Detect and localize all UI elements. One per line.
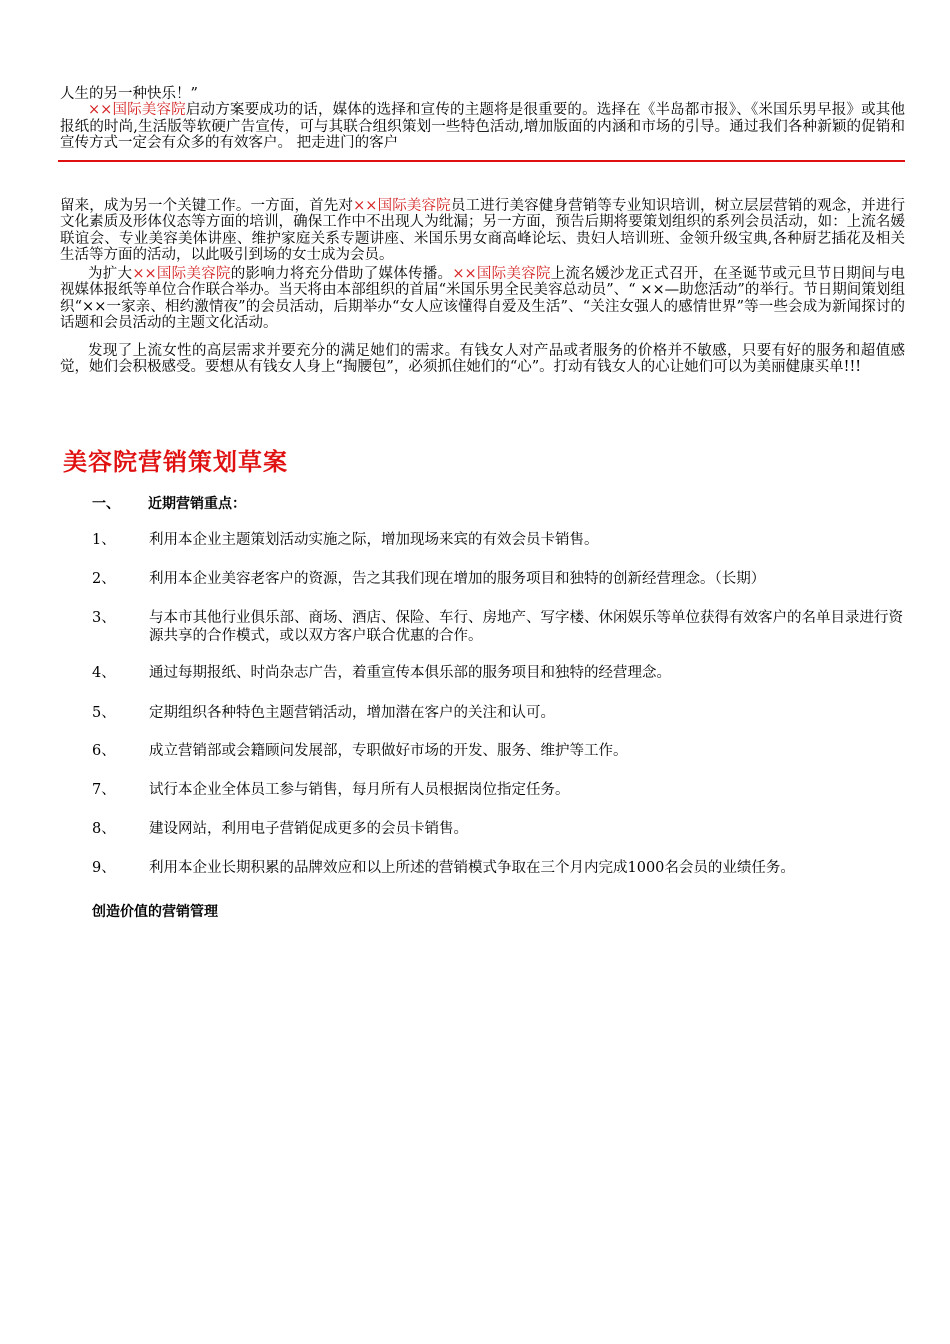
item-number: 3、 — [92, 610, 116, 626]
page-title: 美容院营销策划草案 — [63, 448, 288, 476]
paragraph-3 — [60, 266, 905, 331]
para3-text-c: 上流名媛沙龙正式召开，在圣诞节或元旦节日期间与电视媒体报纸等单位合作联合举办。当天将由本部组织的首届“米国乐男全民美容总动员”、“ ××—助您活动”的举行。节日期间策划组织“××一家亲、相约激情夜”的会员活动，后期举办“女人应该懂得自爱及生活”、“关注女强人的感情世界”等一些会成为新闻探讨的话题和会员活动的主题文化活动。 — [60, 266, 906, 331]
brand-name: ××国际美容院 — [88, 102, 186, 119]
para2-text-b: 员工进行美容健身营销等专业知识培训，树立层层营销的观念，并进行文化素质及形体仪态等方面的培训，确保工作中不出现人为纰漏；另一方面，预告后期将要策划组织的系列会员活动，如：上流名媛联谊会、专业美容美体讲座、维护家庭关系专题讲座、米国乐男女商高峰论坛、贵妇人培训班、金领升级宝典,各种厨艺插花及相关生活等方面的活动，以此吸引到场的女士成为会员。 — [60, 198, 905, 263]
list-item — [92, 531, 912, 549]
item-number: 5、 — [92, 705, 116, 721]
item-number: 9、 — [92, 860, 116, 876]
item-number: 8、 — [92, 821, 116, 837]
paragraph-2 — [60, 198, 905, 263]
item-text: 定期组织各种特色主题营销活动，增加潜在客户的关注和认可。 — [149, 705, 555, 721]
top-line-1: 人生的另一种快乐！” — [60, 86, 198, 102]
item-text: 成立营销部或会籍顾问发展部，专职做好市场的开发、服务、维护等工作。 — [149, 743, 628, 759]
section-number: 一、 — [92, 496, 120, 512]
item-number: 7、 — [92, 782, 116, 798]
list-item — [92, 609, 912, 645]
red-divider — [58, 160, 905, 162]
brand-name: ××国际美容院 — [452, 266, 551, 282]
item-number: 4、 — [92, 665, 116, 681]
list-item — [92, 859, 912, 877]
list-item — [92, 820, 912, 838]
paragraph-4: 发现了上流女性的高层需求并要充分的满足她们的需求。有钱女人对产品或者服务的价格并不敏感，只要有好的服务和超值感觉，她们会积极感受。要想从有钱女人身上“掏腰包”，必须抓住她们的“心”。打动有钱女人的心让她们可以为美丽健康买单!!! — [60, 343, 905, 376]
item-text: 利用本企业长期积累的品牌效应和以上所述的营销模式争取在三个月内完成1000名会员的业绩任务。 — [149, 860, 795, 876]
brand-name: ××国际美容院 — [132, 266, 231, 282]
para2-text-a: 留来，成为另一个关键工作。一方面，首先对 — [60, 198, 354, 214]
item-text: 建设网站，利用电子营销促成更多的会员卡销售。 — [149, 821, 468, 837]
subheading: 创造价值的营销管理 — [92, 904, 218, 920]
item-text: 与本市其他行业俱乐部、商场、酒店、保险、车行、房地产、写字楼、休闲娱乐等单位获得有效客户的名单目录进行资源共享的合作模式，或以双方客户联合优惠的合作。 — [149, 610, 903, 644]
para3-text-a: 为扩大 — [88, 266, 133, 282]
brand-name: ××国际美容院 — [353, 198, 451, 214]
item-number: 6、 — [92, 743, 116, 759]
item-text: 试行本企业全体员工参与销售，每月所有人员根据岗位指定任务。 — [149, 782, 570, 798]
list-item — [92, 704, 912, 722]
list-item — [92, 742, 912, 760]
section-heading — [92, 493, 246, 513]
para3-text-b: 的影响力将充分借助了媒体传播。 — [230, 266, 453, 282]
item-number: 2、 — [92, 571, 116, 587]
list-item — [92, 781, 912, 799]
top-text: 启动方案要成功的话，媒体的选择和宣传的主题将是很重要的。选择在《半岛都市报》、《米国乐男早报》或其他报纸的时尚,生活版等软硬广告宣传，可与其联合组织策划一些特色活动,增加版面的内涵和市场的引导。通过我们各种新颖的促销和宣传方式一定会有众多的有效客户。 把走进门的客户 — [60, 102, 905, 151]
top-paragraph — [60, 86, 905, 151]
top-line-2 — [60, 102, 905, 151]
item-number: 1、 — [92, 532, 116, 548]
section-title: 近期营销重点： — [148, 496, 246, 512]
item-text: 通过每期报纸、时尚杂志广告，着重宣传本俱乐部的服务项目和独特的经营理念。 — [149, 665, 671, 681]
list-item — [92, 570, 912, 588]
item-text: 利用本企业美容老客户的资源，告之其我们现在增加的服务项目和独特的创新经营理念。（长期） — [149, 571, 766, 587]
list-item — [92, 664, 912, 682]
item-text: 利用本企业主题策划活动实施之际，增加现场来宾的有效会员卡销售。 — [149, 532, 599, 548]
